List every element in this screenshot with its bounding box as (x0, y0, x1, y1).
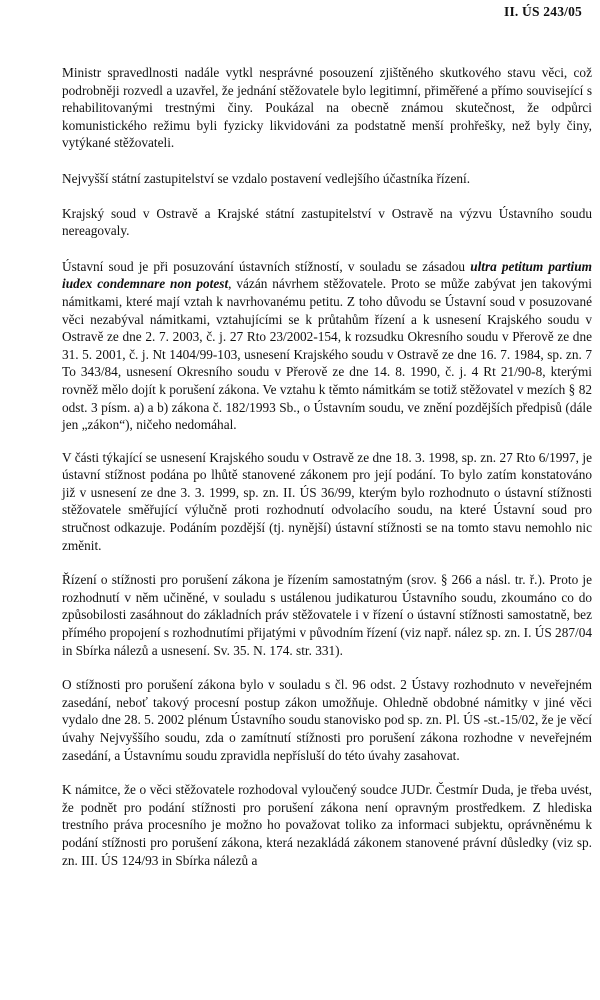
paragraph-vylouceny-soudce-text: K námitce, že o věci stěžovatele rozhodoval vyloučený soudce JUDr. Čestmír Duda, je třeba uvést, že podnět pro podání stížnosti pro porušení zákona není opravným prostředkem. Z hlediska trestního práva procesního je možno ho považovat toliko za informaci subjektu, oprávněnému k podání stížnosti pro porušení zákona, která nezakládá zákonem stanovené právní důsledky (viz sp. zn. III. ÚS 124/93 in Sbírka nálezů a (62, 782, 592, 868)
case-number-header: II. ÚS 243/05 (504, 4, 582, 19)
paragraph-vylouceny-soudce (62, 781, 592, 869)
paragraph-minister (62, 64, 592, 152)
paragraph-krajsky-soud-text: Krajský soud v Ostravě a Krajské státní zastupitelství v Ostravě na výzvu Ústavního soudu nereagovaly. (62, 205, 592, 239)
paragraph-neverejne-zasedani-text: O stížnosti pro porušení zákona bylo v souladu s čl. 96 odst. 2 Ústavy rozhodnuto v neveřejném zasedání, neboť takový procesní postup zákon umožňuje. Ohledně obdobné námitky v jiné věci vydalo dne 28. 5. 2002 plénum Ústavního soudu stanovisko pod sp. zn. Pl. ÚS -st.-15/02, že je věcí úvahy Nejvyššího soudu, zda o zamítnutí stížnosti pro porušení zákona rozhodne v neveřejném zasedání, a Ústavnímu soudu zpravidla nepřísluší do této úvahy zasahovat. (62, 677, 592, 763)
document-body (62, 64, 592, 886)
paragraph-ustavni-soud-text-a: Ústavní soud je při posuzování ústavních stížností, v souladu se zásadou (62, 258, 471, 274)
paragraph-ustavni-soud (62, 258, 592, 434)
latin-phrase: ultra petitum partium iudex condemnare non potest (62, 258, 592, 292)
paragraph-rizeni-samostatne-text: Řízení o stížnosti pro porušení zákona je řízením samostatným (srov. § 266 a násl. tr. ř.). Proto je rozhodnutí v něm učiněné, v souladu s ustálenou judikaturou Ústavního soudu, zkoumáno co do způsobilosti zasáhnout do základních práv stěžovatele i v řízení o ústavní stížnosti samostatně, bez přímého propojení s rozhodnutími přijatými v původním řízení (viz např. nález sp. zn. I. ÚS 287/04 in Sbírka nálezů a usnesení. Sv. 35. N. 174. str. 331). (62, 572, 592, 658)
paragraph-usneseni-lhuta (62, 449, 592, 555)
paragraph-usneseni-lhuta-text: V části týkající se usnesení Krajského soudu v Ostravě ze dne 18. 3. 1998, sp. zn. 27 Rto 6/1997, je ústavní stížnost podána po lhůtě stanovené zákonem pro její podání. To bylo zatím konstatováno již v usnesení ze dne 3. 3. 1999, sp. zn. II. ÚS 36/99, kterým bylo rozhodnuto o ústavní stížnosti stěžovatele směřující výlučně proti rozhodnutí odvolacího soudu, na které Ústavní soud pro stručnost odkazuje. Podáním pozdější (tj. nynější) ústavní stížnosti se na tomto stavu nemohlo nic změnit. (62, 449, 592, 553)
paragraph-rizeni-samostatne (62, 571, 592, 659)
paragraph-nsz-text: Nejvyšší státní zastupitelství se vzdalo postavení vedlejšího účastníka řízení. (62, 170, 471, 186)
paragraph-krajsky-soud (62, 205, 592, 240)
paragraph-minister-text: Ministr spravedlnosti nadále vytkl nesprávné posouzení zjištěného skutkového stavu věci, což podrobněji rozvedl a uzavřel, že jednání stěžovatele bylo legitimní, přiměřené a přímo související s rehabilitovanými trestnými činy. Poukázal na obecně známou skutečnost, že odpůrci komunistického režimu byli fyzicky likvidováni za podstatně menší prohřešky, než byly činy, vytýkané stěžovateli. (62, 65, 592, 151)
paragraph-nsz (62, 170, 592, 188)
paragraph-neverejne-zasedani (62, 676, 592, 764)
paragraph-ustavni-soud-text-b: , vázán návrhem stěžovatele. Proto se může zabývat jen takovými námitkami, které mají vztah k navrhovanému petitu. Z toho důvodu se Ústavní soud v posuzované věci nezabýval námitkami, vztahujícími se k průtahům řízení a k usnesení Krajského soudu v Ostravě ze dne 2. 7. 2003, č. j. 27 Rto 23/2002-154, k rozsudku Okresního soudu v Přerově ze dne 31. 5. 2001, č. j. Nt 1404/99-103, usnesení Krajského soudu v Ostravě ze dne 16. 7. 1984, sp. zn. 7 To 343/84, usnesení Okresního soudu v Přerově ze dne 14. 8. 1990, č. j. 4 Rt 21/90-8, kterými rovněž mělo dojít k porušení zákona. Ve vztahu k těmto námitkám se totiž stěžovatel v mezích § 82 odst. 3 písm. a) a b) zákona č. 182/1993 Sb., o Ústavním soudu, ve znění pozdějších předpisů (dále jen „zákon“), ničeho nedomáhal. (62, 276, 593, 433)
